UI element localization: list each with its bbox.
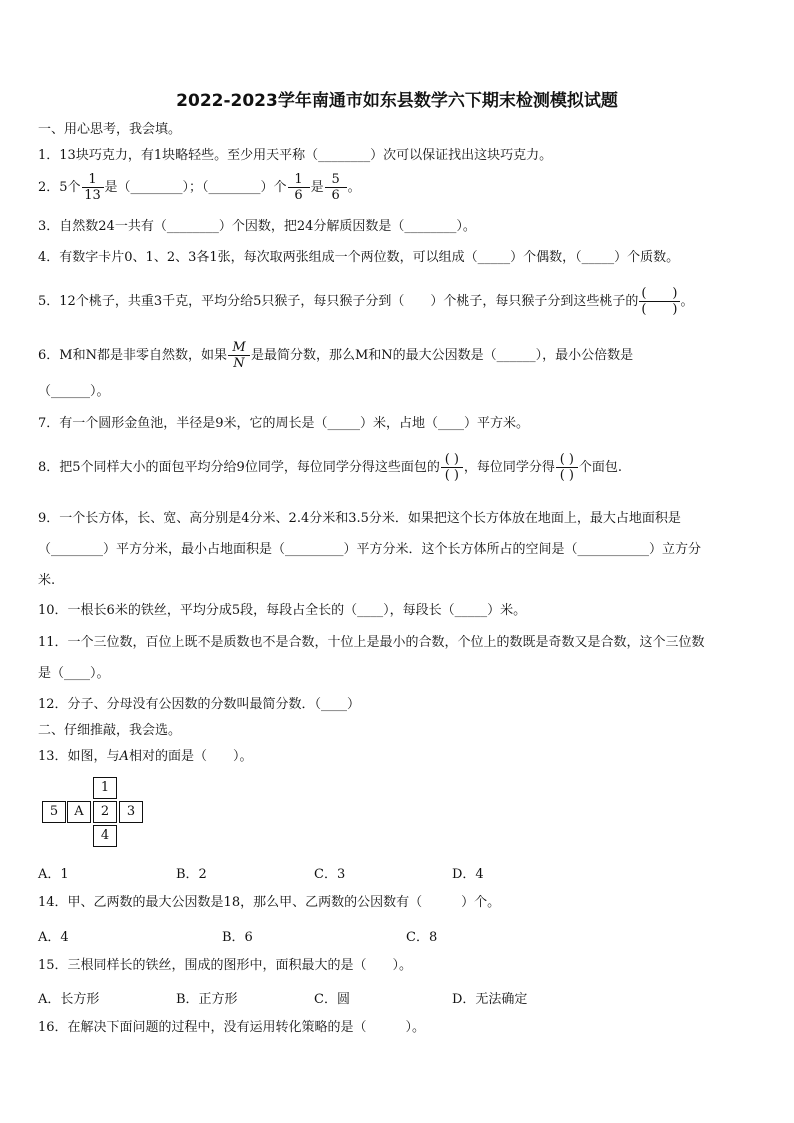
question-12: 12．分子、分母没有公因数的分数叫最简分数．（____）	[38, 697, 361, 712]
fraction: $\frac{1}{13}$	[82, 172, 104, 203]
fraction-blank: $\frac{( )}{( )}$	[556, 452, 578, 483]
question-11-cont: 是（____）。	[38, 666, 110, 681]
page-title: 2022-2023学年南通市如东县数学六下期末检测模拟试题	[176, 91, 618, 111]
net-face-a: A	[67, 801, 91, 823]
net-face-2: 2	[93, 801, 117, 823]
q14-option-b[interactable]: B．6	[222, 930, 253, 945]
question-13: 13．如图，与A相对的面是（ ）。	[38, 749, 253, 764]
q13-option-a[interactable]: A．1	[38, 867, 69, 882]
question-14: 14．甲、乙两数的最大公因数是18，那么甲、乙两数的公因数有（ ）个。	[38, 895, 501, 910]
fraction: $\frac{1}{6}$	[288, 172, 310, 203]
question-10: 10．一根长6米的铁丝，平均分成5段，每段占全长的（____），每段长（_____）米。	[38, 603, 527, 618]
question-15: 15．三根同样长的铁丝，围成的图形中，面积最大的是（ ）。	[38, 958, 413, 973]
q15-option-b[interactable]: B．正方形	[176, 992, 238, 1007]
question-8: 8．把5个同样大小的面包平均分给9位同学，每位同学分得这些面包的 $\frac{( )}{( )}$ ，每位同学分得 $\frac{( )}{( )}$ 个面包.	[38, 452, 622, 483]
net-face-left: 5	[42, 801, 66, 823]
question-3: 3．自然数24一共有（________）个因数，把24分解质因数是（________）。	[38, 219, 476, 234]
question-9-end: 米.	[38, 573, 56, 588]
q14-option-a[interactable]: A．4	[38, 930, 69, 945]
question-6-cont: （______）。	[38, 384, 110, 399]
q13-option-d[interactable]: D．4	[452, 867, 484, 882]
question-5: 5．12个桃子，共重3千克，平均分给5只猴子，每只猴子分到（ ）个桃子，每只猴子分到这些桃子的 $\frac{( )}{( )}$ 。	[38, 286, 694, 317]
q15-option-d[interactable]: D．无法确定	[452, 992, 528, 1007]
question-7: 7．有一个圆形金鱼池，半径是9米，它的周长是（_____）米，占地（____）平方米。	[38, 416, 530, 431]
question-9: 9．一个长方体，长、宽、高分别是4分米、2.4分米和3.5分米．如果把这个长方体放在地面上，最大占地面积是	[38, 511, 681, 526]
question-9-cont: （________）平方分米，最小占地面积是（_________）平方分米．这个长方体所占的空间是（___________）立方分	[38, 542, 702, 557]
q13-option-b[interactable]: B．2	[176, 867, 207, 882]
q15-option-a[interactable]: A．长方形	[38, 992, 100, 1007]
q15-option-c[interactable]: C．圆	[314, 992, 350, 1007]
net-face-3: 3	[119, 801, 143, 823]
fraction: $\frac{M}{N}$	[228, 340, 250, 371]
section-heading-2: 二、仔细推敲，我会选。	[38, 723, 182, 738]
question-2: 2．5个 $\frac{1}{13}$ 是（________）；（________）个 $\frac{1}{6}$ 是 $\frac{5}{6}$ 。	[38, 172, 361, 203]
question-6: 6．M和N都是非零自然数，如果 $\frac{M}{N}$ 是最简分数，那么M和N的最大公因数是（______），最小公倍数是	[38, 340, 634, 371]
cube-net-figure	[42, 777, 146, 849]
fraction-blank: $\frac{( )}{( )}$	[441, 452, 463, 483]
section-heading-1: 一、用心思考，我会填。	[38, 122, 182, 137]
net-face-bottom: 4	[93, 825, 117, 847]
question-4: 4．有数字卡片0、1、2、3各1张，每次取两张组成一个两位数，可以组成（_____）个偶数，（_____）个质数。	[38, 250, 680, 265]
question-1: 1．13块巧克力，有1块略轻些。至少用天平称（________）次可以保证找出这块巧克力。	[38, 148, 553, 163]
net-face-top: 1	[93, 777, 117, 799]
question-11: 11．一个三位数，百位上既不是质数也不是合数，十位上是最小的合数，个位上的数既是奇数又是合数，这个三位数	[38, 635, 705, 650]
question-16: 16．在解决下面问题的过程中，没有运用转化策略的是（ ）。	[38, 1020, 426, 1035]
q13-option-c[interactable]: C．3	[314, 867, 346, 882]
q14-option-c[interactable]: C．8	[406, 930, 438, 945]
fraction-blank: $\frac{( )}{( )}$	[641, 286, 678, 317]
fraction: $\frac{5}{6}$	[325, 172, 347, 203]
